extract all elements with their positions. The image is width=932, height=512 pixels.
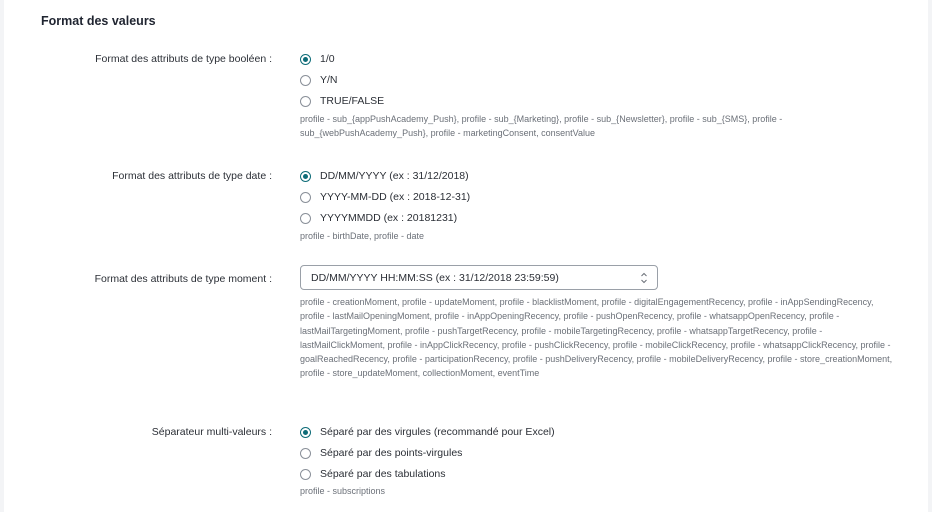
date-option-yyyymmdd[interactable] <box>300 212 457 224</box>
date-option-yyyy-mm-dd[interactable] <box>300 191 470 203</box>
moment-format-label: Format des attributs de type moment : <box>94 273 272 285</box>
radio-unchecked-icon <box>300 96 311 107</box>
separator-option-comma[interactable] <box>300 426 555 438</box>
separator-attributes-hint: profile - subscriptions <box>300 486 386 496</box>
boolean-format-label: Format des attributs de type booléen : <box>95 53 272 65</box>
moment-attributes-hint: profile - creationMoment, profile - updateMoment, profile - blacklistMoment, profile - digitalEngagementRecency, profile - inAppSendingRecency, profile - lastMailOpeningMoment, profile - inAppOpeningRecency, profile - pushOpenRecency, profile - whatsappOpenRecency, profile - lastMailTargetingMoment, profile - pushTargetRecency, profile - mobileTargetingRecency, profile - whatsappTargetRecency, profile - lastMailClickMoment, profile - inAppClickRecency, profile - pushClickRecency, profile - mobileClickRecency, profile - whatsappClickRecency, profile - goalReachedRecency, profile - participationRecency, profile - pushDeliveryRecency, profile - mobileDeliveryRecency, profile - store_creationMoment, profile - store_updateMoment, collectionMoment, eventTime <box>300 297 893 379</box>
export-settings-panel <box>4 0 928 512</box>
radio-label: 1/0 <box>320 53 335 65</box>
radio-unchecked-icon <box>300 213 311 224</box>
select-value: DD/MM/YYYY HH:MM:SS (ex : 31/12/2018 23:59:59) <box>311 271 559 284</box>
boolean-attributes-hint: profile - sub_{appPushAcademy_Push}, profile - sub_{Marketing}, profile - sub_{Newsletter}, profile - sub_{SMS}, profile - sub_{webPushAcademy_Push}, profile - marketingConsent, consentValue <box>300 114 783 139</box>
moment-format-select[interactable] <box>300 265 658 290</box>
radio-unchecked-icon <box>300 192 311 203</box>
section-title: Format des valeurs <box>41 14 156 28</box>
radio-label: TRUE/FALSE <box>320 95 385 107</box>
date-attributes-hint: profile - birthDate, profile - date <box>300 231 425 241</box>
radio-label: YYYYMMDD (ex : 20181231) <box>320 212 458 224</box>
date-option-dd-mm-yyyy[interactable] <box>300 170 469 182</box>
radio-checked-icon <box>300 427 311 438</box>
separator-option-tab[interactable] <box>300 468 446 480</box>
boolean-option-y-n[interactable] <box>300 74 338 86</box>
radio-unchecked-icon <box>300 469 311 480</box>
radio-unchecked-icon <box>300 448 311 459</box>
chevron-up-down-icon <box>640 271 648 285</box>
radio-label: Séparé par des tabulations <box>320 468 446 480</box>
radio-checked-icon <box>300 54 311 65</box>
date-format-label: Format des attributs de type date : <box>112 170 272 182</box>
separator-label: Séparateur multi-valeurs : <box>151 426 272 438</box>
radio-label: DD/MM/YYYY (ex : 31/12/2018) <box>320 170 469 182</box>
radio-unchecked-icon <box>300 75 311 86</box>
radio-label: Séparé par des points-virgules <box>320 447 463 459</box>
radio-checked-icon <box>300 171 311 182</box>
radio-label: Séparé par des virgules (recommandé pour Excel) <box>320 426 555 438</box>
radio-label: YYYY-MM-DD (ex : 2018-12-31) <box>320 191 471 203</box>
boolean-option-true-false[interactable] <box>300 95 384 107</box>
boolean-option-1-0[interactable] <box>300 53 335 65</box>
separator-option-semicolon[interactable] <box>300 447 462 459</box>
radio-label: Y/N <box>320 74 338 86</box>
